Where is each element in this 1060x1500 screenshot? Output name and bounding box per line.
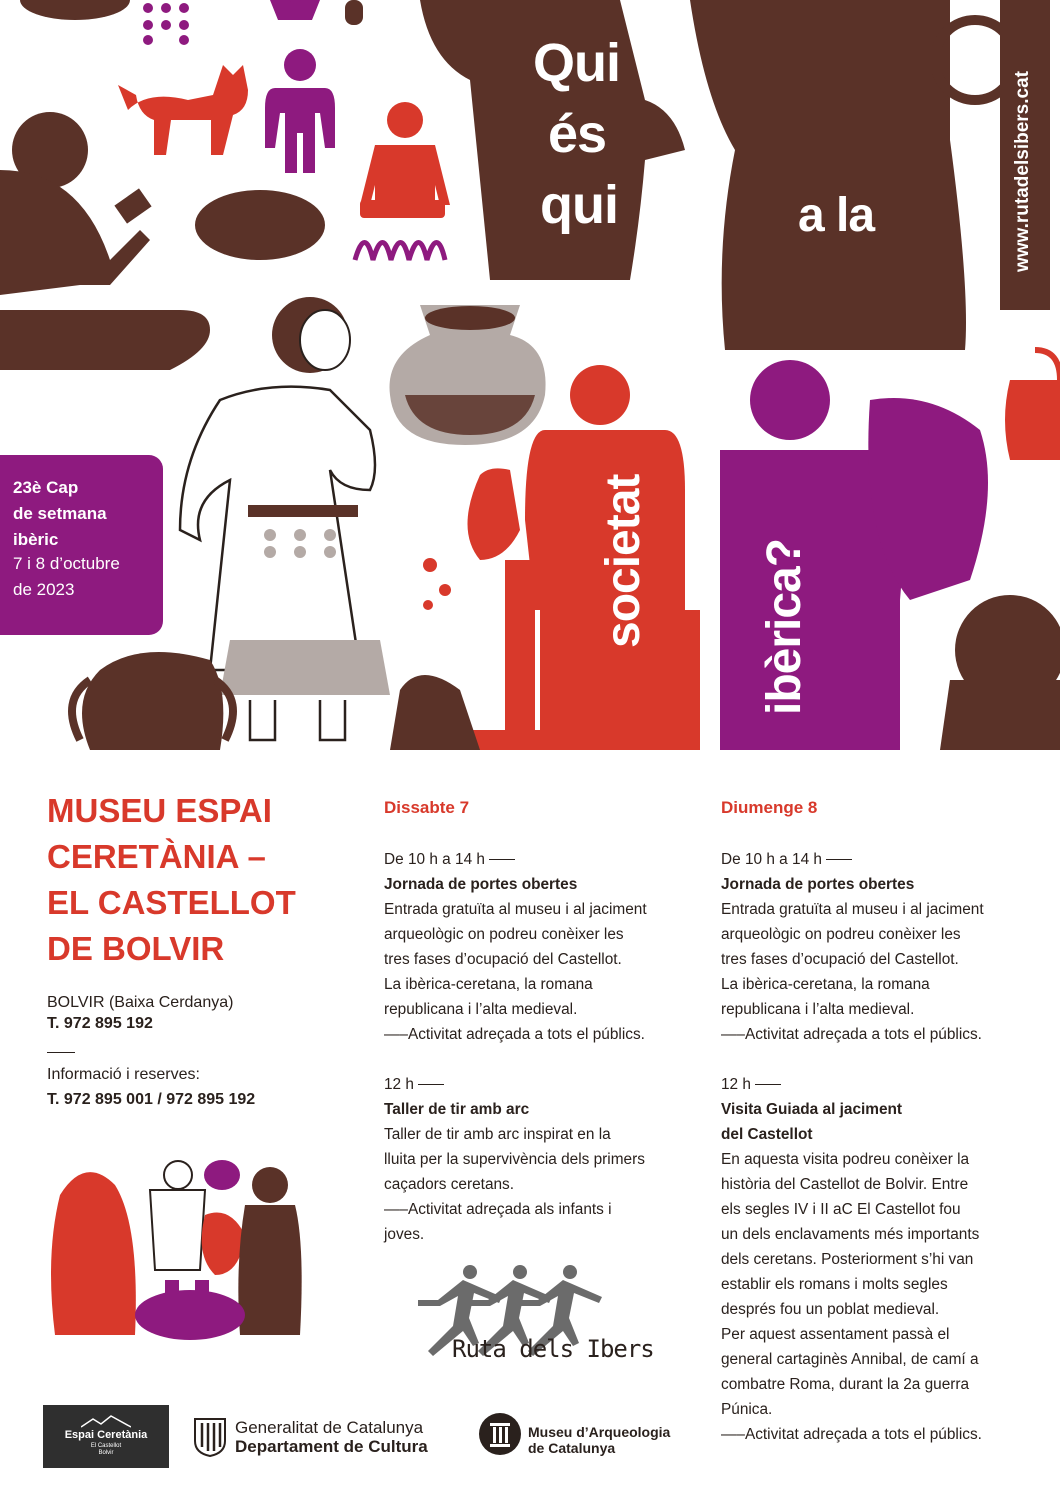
generalitat-shield-icon bbox=[193, 1417, 227, 1457]
saturday-heading: Dissabte 7 bbox=[384, 798, 470, 817]
generalitat-department: Departament de Cultura bbox=[235, 1437, 428, 1456]
info-label: Informació i reserves: bbox=[47, 1066, 200, 1083]
headline-line-6: ibèrica? bbox=[758, 538, 811, 715]
museum-location: BOLVIR (Baixa Cerdanya) bbox=[47, 994, 234, 1011]
mac-name-line2: de Catalunya bbox=[528, 1440, 616, 1456]
headline-line-1: Qui bbox=[533, 33, 620, 93]
family-illustration bbox=[45, 1155, 315, 1345]
event-description: Entrada gratuïta al museu i al jaciment arqueològic on podreu conèixer les tres fases d’ocupació del Castellot. La ibèrica-ceretana, la romana republicana i l’alta medieval. —–Activitat adreçada a tots el públics. bbox=[384, 901, 647, 1043]
event-edition-tag bbox=[0, 455, 163, 635]
mountain-icon bbox=[81, 1415, 131, 1429]
event-title: Jornada de portes obertes bbox=[721, 876, 915, 893]
headline-line-5: societat bbox=[597, 474, 650, 648]
event-time: De 10 h a 14 h bbox=[384, 847, 684, 872]
espai-ceretania-logo bbox=[43, 1405, 169, 1468]
espai-logo-subtitle: El Castellot Bolvir bbox=[90, 1443, 122, 1456]
edition-title: 23è Cap de setmana ibèric bbox=[13, 478, 107, 549]
sunday-heading: Diumenge 8 bbox=[721, 798, 818, 817]
museum-phone: T. 972 895 192 bbox=[47, 1015, 153, 1032]
reservation-phones: T. 972 895 001 / 972 895 192 bbox=[47, 1091, 256, 1108]
headline-line-4: a la bbox=[798, 189, 875, 242]
event-description: Taller de tir amb arc inspirat en la lluita per la supervivència dels primers caçadors ceretans. —–Activitat adreçada als infants i joves. bbox=[384, 1126, 645, 1243]
event-time: 12 h bbox=[721, 1072, 1021, 1097]
saturday-program bbox=[384, 795, 684, 1247]
museum-title: MUSEU ESPAI CERETÀNIA – EL CASTELLOT DE BOLVIR bbox=[47, 792, 296, 967]
event-title: Visita Guiada al jaciment del Castellot bbox=[721, 1101, 903, 1143]
mac-logo bbox=[478, 1412, 671, 1461]
headline-line-2: és bbox=[548, 104, 607, 164]
website-url[interactable]: www.rutadelsibers.cat bbox=[1012, 71, 1033, 272]
generalitat-name: Generalitat de Catalunya bbox=[235, 1418, 424, 1437]
event-time: De 10 h a 14 h bbox=[721, 847, 1021, 872]
event-title: Jornada de portes obertes bbox=[384, 876, 578, 893]
edition-dates: 7 i 8 d’octubre de 2023 bbox=[13, 554, 120, 599]
event-title: Taller de tir amb arc bbox=[384, 1101, 530, 1118]
event-description: En aquesta visita podreu conèixer la història del Castellot de Bolvir. Entre els segles IV i II aC El Castellot fou un dels enclavaments més importants dels ceretans. Posteriorment s’hi van establir els romans i molts segles després fou un poblat medieval. Per aquest assentament passà el general cartaginès Annibal, de camí a combatre Roma, durant la 2a guerra Púnica. —–Activitat adreçada a tots el públics. bbox=[721, 1151, 982, 1443]
espai-logo-title: Espai Ceretània bbox=[64, 1429, 148, 1441]
sunday-program bbox=[721, 795, 1021, 1447]
event-description: Entrada gratuïta al museu i al jaciment arqueològic on podreu conèixer les tres fases d’ocupació del Castellot. La ibèrica-ceretana, la romana republicana i l’alta medieval. —–Activitat adreçada a tots el públics. bbox=[721, 901, 984, 1043]
event-time: 12 h bbox=[384, 1072, 684, 1097]
mac-name-line1: Museu d’Arqueologia bbox=[528, 1424, 671, 1440]
mac-column-icon bbox=[478, 1412, 522, 1456]
ruta-ibers-logo-text: Ruta dels Ibers bbox=[452, 1335, 654, 1363]
generalitat-logo bbox=[193, 1417, 428, 1457]
divider bbox=[47, 1052, 75, 1053]
headline-line-3: qui bbox=[540, 175, 618, 235]
